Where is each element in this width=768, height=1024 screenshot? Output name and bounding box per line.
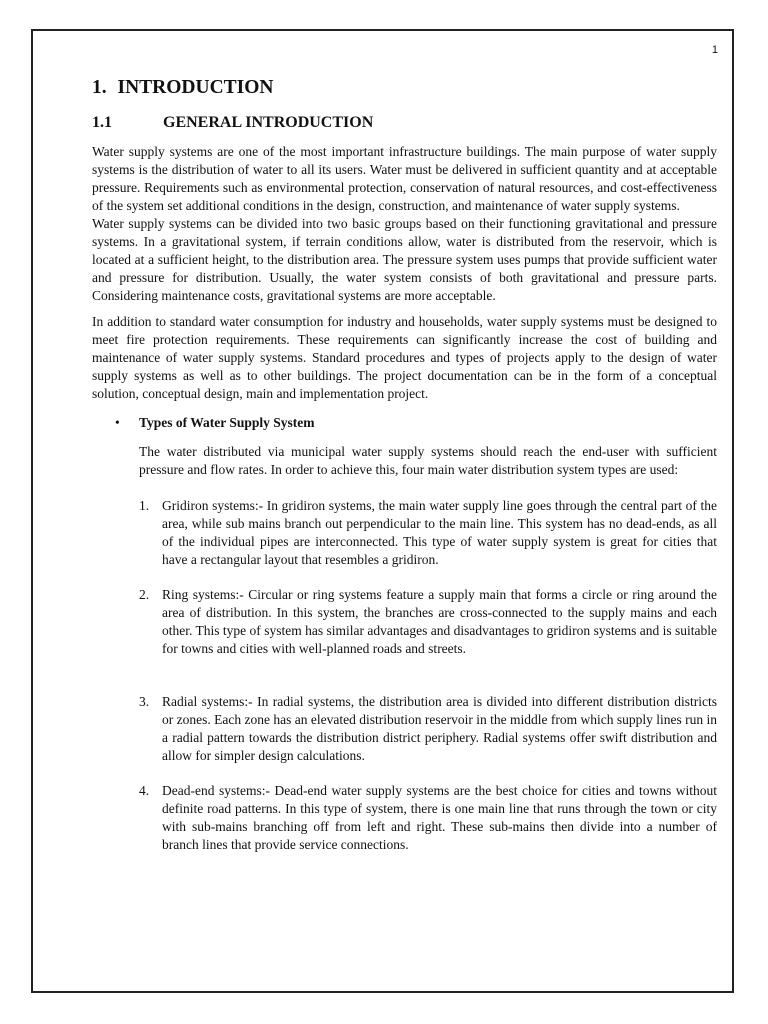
bullet-icon: • <box>115 414 120 430</box>
types-section <box>92 414 717 854</box>
list-item-number: 4. <box>139 782 150 798</box>
list-item-text: Radial systems:- In radial systems, the distribution area is divided into different distribution districts or zones. Each zone has an elevated distribution reservoir in the middle from which supply lines run in a radial pattern towards the distribution district periphery. Radial systems offer swift distribution and allow for simpler design calculations. <box>162 693 717 763</box>
paragraph-fire-protection: In addition to standard water consumption for industry and households, water supply systems must be designed to meet fire protection requirements. These requirements can significantly increase the cost of building and maintenance of water supply systems. Standard procedures and types of projects apply to the design of water supply systems as well as to other buildings. The project documentation can be in the form of a conceptual solution, conceptual design, main and implementation project. <box>92 313 717 401</box>
page-number: 1 <box>711 44 718 56</box>
list-item-number: 1. <box>139 497 150 513</box>
section-number: 1.1 <box>92 114 112 132</box>
chapter-heading <box>92 76 717 99</box>
list-item-text: Ring systems:- Circular or ring systems feature a supply main that forms a circle or ring around the area of distribution. In this system, the branches are cross-connected to the supply mains and each other. This type of system has similar advantages and disadvantages to gridiron systems and is suitable for towns and cities with well-planned roads and streets. <box>162 586 717 656</box>
types-title-text: Types of Water Supply System <box>139 414 315 430</box>
types-section-title <box>115 414 717 432</box>
list-item-number: 2. <box>139 586 150 602</box>
chapter-title: INTRODUCTION <box>117 77 274 98</box>
types-list <box>139 497 717 854</box>
list-item-gridiron <box>139 497 717 569</box>
types-intro-paragraph: The water distributed via municipal water supply systems should reach the end-user with sufficient pressure and flow rates. In order to achieve this, four main water distribution system types are used: <box>139 443 717 477</box>
paragraph-intro: Water supply systems are one of the most important infrastructure buildings. The main purpose of water supply systems is the distribution of water to all its users. Water must be delivered in sufficient quantity and at acceptable pressure. Requirements such as environmental protection, conservation of natural resources, and cost-effectiveness of the system set additional conditions in the design, construction, and maintenance of water supply systems. <box>92 143 717 213</box>
section-heading <box>92 113 717 132</box>
section-title: GENERAL INTRODUCTION <box>163 114 374 132</box>
list-item-ring <box>139 586 717 658</box>
list-item-number: 3. <box>139 693 150 709</box>
list-item-radial <box>139 693 717 765</box>
list-item-text: Gridiron systems:- In gridiron systems, the main water supply line goes through the central part of the area, while sub mains branch out perpendicular to the main line. This system has no dead-ends, as all of the individual pipes are interconnected. This type of water supply system is great for cities that have a rectangular layout that resembles a gridiron. <box>162 497 717 567</box>
document-content <box>92 72 717 871</box>
chapter-number: 1. <box>92 77 107 98</box>
list-item-text: Dead-end systems:- Dead-end water supply systems are the best choice for cities and towns without definite road patterns. In this type of system, there is one main line that runs through the town or city with sub-mains branching off from left and right. These sub-mains then divide into a number of branch lines that provide service connections. <box>162 782 717 852</box>
list-item-dead-end <box>139 782 717 854</box>
paragraph-system-groups: Water supply systems can be divided into two basic groups based on their functioning gravitational and pressure systems. In a gravitational system, if terrain conditions allow, water is distributed from the reservoir, which is located at a sufficient height, to the distribution area. The pressure system uses pumps that provide sufficient water and pressure for distribution. Usually, the water system consists of both gravitational and pressure parts. Considering maintenance costs, gravitational systems are more acceptable. <box>92 215 717 303</box>
